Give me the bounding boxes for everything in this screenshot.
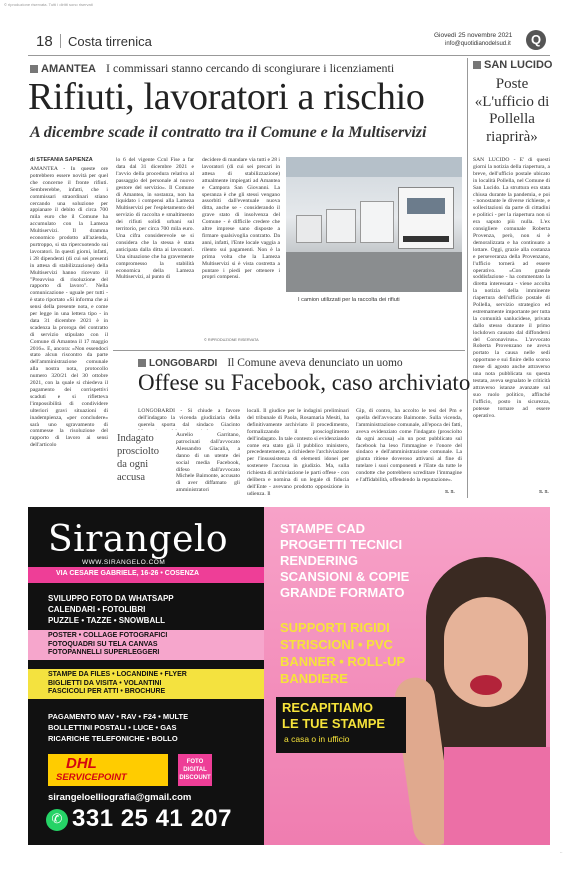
mouth: [470, 675, 502, 695]
header-divider: [60, 34, 61, 48]
ad-phone[interactable]: 331 25 41 207: [72, 805, 232, 832]
column-rule: [467, 58, 468, 498]
truck-2: [326, 209, 356, 243]
photo-credit: © RIPRODUZIONE RISERVATA: [204, 338, 259, 342]
kicker-square-icon: [30, 65, 38, 73]
page-corner-mark: ..: [560, 850, 563, 855]
main-col-3: decidere di mandare via tutti e 28 i lavoratori (di cui sei precari in attesa di stabilizzazione) attualmente impiegati ad Amantea e Campora San Giovanni. La speranza è che gli stessi vengano assorbiti dall'eventuale nuova ditta, anche se - considerando il grave stato di insolvenza del Comune - è difficile credere che altre imprese sano disposte a firmare qualsivoglia contratto. Da anni, infatti, l'Ente locale vaggia a rilento sui pagamenti. Non è la prima volta che la Lameza Multiservizi si è vista costretta a puntare i piedi per ottenere i propri compensi.: [202, 157, 280, 281]
photo-caption: I camion utilizzati per la raccolta dei rifiuti: [298, 297, 400, 303]
main-overline: I commissari stanno cercando di scongiurare i licenziamenti: [106, 61, 395, 75]
side-body: SAN LUCIDO - E' di questi giorni la notizia della riapertura, a breve, dell'ufficio postale ubicato in località Pollella, nel Comune di San Lucido. La struttura era stata chiusa durante la pandemia, e poi - nonostante le diverse richieste, e sollecitazioni da parte di cittadini e politici - per la riapertura non si era saputo più nulla. L'ex consigliere comunale Roberta Provenza, però, non si è demoralizzata e ha continuato a lottare. Oggi, grazie alla costanza e perseveranza della Provenzano, l'ufficio tornerà ad essere operativo. «Con grande soddisfazione - ha commentato la diretta interessata - viene accolta la notizia della imminente riapertura dell'ufficio postale di Pollella, servizio strategico ed estremamente importante per tutta la comunità sanlucidese, privata dallo stesso durante il primo lockdown causato dal diffondersi del Coronavirus». L'avvocato Roberta Provenzano ne aveva portato la causa nelle sedi opportune e sui finire dello scorso mese di agosto anche attraverso una nota pubblicata su questa testata, aveva segnalato le criticità attraverso istanze avanzate sul suo ruolo politico, affinché l'ufficio, posto in sicurezza, potesse tornare ad essere operativo.: [473, 157, 550, 419]
second-col-2: locali. Il giudice per le indagini preliminari del tribunale di Paola, Rosamaria Mesiti, ha definitivamente archiviato il procedimento, formalizzando il proscioglimento dell'indagato. In tale contesto si evidenziando come era stato già il pubblico ministero, precedentemente, a richiedere l'archiviazione per l'insussistenza di elementi idonei per sostenere l'accusa in giudizio. Ma, sulla richiesta di archiviazione le parti offese - con delibera e nomina di un legale di fiducia dell'Ente - avevano prodotto opposizione in udienza. Il: [247, 408, 349, 496]
ad-delivery-box: RECAPITIAMO LE TUE STAMPE a casa o in ufficio: [276, 697, 406, 753]
second-col-1-bottom: Aurelio Garritano, patrocinati dall'avvocato Alessandro Giacalia, a danno di un utente dei social media Facebook, difeso dall'avvocato Michele Baimonte, accusato di aver diffamato gli amministratori: [176, 432, 240, 494]
header-date: Giovedì 25 novembre 2021: [434, 32, 513, 39]
truck-windshield: [407, 198, 445, 214]
side-headline: Poste «L'ufficio di Pollella riaprirà»: [474, 76, 550, 145]
main-headline: Rifiuti, lavoratori a rischio: [28, 76, 425, 118]
newspaper-logo-icon: Q: [526, 30, 546, 50]
side-kicker: SAN LUCIDO: [484, 59, 553, 71]
sirangelo-advertisement[interactable]: [28, 507, 550, 845]
ad-right-panel: [264, 507, 550, 845]
ad-left-panel: [28, 507, 264, 845]
section-title: Costa tirrenica: [68, 34, 152, 49]
ad-address: VIA CESARE GABRIELE, 16-26 • COSENZA: [56, 570, 199, 577]
truck-bumper: [403, 236, 449, 242]
second-overline: Il Comune aveva denunciato un uomo: [227, 357, 403, 369]
main-subtitle: A dicembre scade il contratto tra il Comune e la Multiservizi: [30, 124, 427, 141]
header-email: info@quotidianodelsud.it: [445, 41, 511, 47]
side-signature: S. S.: [539, 489, 549, 494]
ad-brand: Sirangelo: [48, 519, 229, 560]
dhl-logo: DHL SERVICEPOINT: [48, 754, 168, 786]
second-signature: S. S.: [445, 489, 455, 494]
ad-right-supports: SUPPORTI RIGIDI STRISCIONI • PVC BANNER • ROLL-UP BANDIERE: [280, 620, 406, 686]
truck-4: [398, 187, 454, 249]
top-garment: [444, 747, 550, 845]
byline: di STEFANIA SAPIENZA: [30, 157, 93, 163]
whatsapp-icon: ✆: [46, 809, 68, 831]
foto-badge: FOTO DIGITAL DISCOUNT: [178, 754, 212, 786]
side-kicker-row: [473, 59, 552, 71]
sky: [286, 157, 462, 177]
second-kicker-row: [138, 353, 468, 367]
second-kicker: LONGOBARDI: [149, 358, 218, 369]
trucks-photo: [286, 157, 462, 292]
kicker-square-icon: [473, 61, 481, 69]
main-col-2: lo 6 del vigente Ccnl Fise a far data dal 31 dicembre 2021 e l'avvio della procedura relativa al passaggio del personale al nuovo gestore del servizio». Il Comune di Amantea, in sostanza, non ha liquidato i compensi alla Lameza Multiservizi per l'espletamento del servizio di raccolta e smaltimento dei rifiuti solidi urbani sul territorio, per circa 700 mila euro. Una cifra considerevole se si considera che la stessa è stata anticipata dalla ditta ai lavoratori. Una situazione che ha gravemente compromesso la stabilità economica della Lameza Multiservizi, al punto di: [116, 157, 194, 281]
asphalt: [286, 252, 462, 292]
ad-email[interactable]: sirangeloelliografia@gmail.com: [48, 792, 192, 803]
page-header: [28, 30, 550, 52]
pull-quote: Indagato prosciolto da ogni accusa: [117, 433, 159, 483]
ad-right-services: STAMPE CAD PROGETTI TECNICI RENDERING SCANSIONI & COPIE GRANDE FORMATO: [280, 521, 410, 600]
ad-services-c: STAMPE DA FILES • LOCANDINE • FLYER BIGLIETTI DA VISITA • VOLANTINI FASCICOLI PER ATTI • BROCHURE: [28, 669, 264, 699]
truck-3: [360, 201, 394, 243]
second-col-3: Gip, di contro, ha accolto le tesi del Pm e quella dell'avvocato Baimonte. Sulla vicenda, l'amministrazione comunale, all'epoca dei fatti, aveva evidenziato come l'indagato (prosciolto da ogni accusa) «in un post pubblicato sul facebook ha leso l'immagine e l'onore del sindaco e dell'amministrazione comunale. La giunta ritiene doveroso attivarsi al fine di tutelare i suoi componenti e l'Ente da tutte le condotte che potrebbero screditare l'immagine e l'affidabilità, offendendo la reputazione».: [356, 408, 462, 484]
main-col-1: AMANTEA - In queste ore potrebbero essere novità per quel che concerne il fronte rifiuti. Sembrerebbe, infatti, che i commissari straordinari stiano cercando una soluzione per appianare il debito di circa 700 mila euro che il Comune ha accumulato con la Lameza Multiservizi. Il dramma economico prodotto all'azienda, purtroppo, si sta ripercuotendo sui lavoratori. In questi giorni, infatti, i 28 dipendenti (di cui sei presenti in attesa di stabilizzazione) della Multiservizi hanno ricevuto il "Preavviso di risoluzione del rapporto di lavoro". Nella comunicazione - uguale per tutti - è stato riportato «Si informa che ai sensi della presente nota, e come per legge in una lettera tipo - in data 31 dicembre 2021 è in scadenza la proroga del contratto di servizio stipulato con il Comune di Amantea il 17 maggio 2016». E, ancora: «Non essendoci stato alcun riscontro da parte dell'amministrazione comunale alla nostra nota, protocollo numero 320/21 del 30 ottobre 2021, con la quale si chiedeva il pagamento dei corrispettivi scaduti e si rifletteva l'impossibilità di condividere ulteriori gravi situazioni di inadempienza, «per concludere» sarà uno sgravamento di commesse la risoluzione del rapporto di lavoro ai sensi dell'articolo: [30, 166, 108, 449]
ad-services-d: PAGAMENTO MAV • RAV • F24 • MULTE BOLLETTINI POSTALI • LUCE • GAS RICARICHE TELEFONICHE • BOLLO: [48, 712, 189, 743]
ad-services-b: POSTER • COLLAGE FOTOGRAFICI FOTOQUADRI SU TELA CANVAS FOTOPANNELLI SUPERLEGGERI: [28, 630, 264, 660]
page-number: 18: [36, 33, 53, 50]
second-headline: Offese su Facebook, caso archiviato: [138, 370, 471, 395]
main-kicker: AMANTEA: [41, 63, 96, 75]
copyright-note: © riproduzione riservata. Tutti i diritti sono riservati: [4, 2, 93, 7]
second-story-rule: [113, 350, 465, 351]
ad-services-a: SVILUPPO FOTO DA WHATSAPP CALENDARI • FOTOLIBRI PUZZLE • TAZZE • SNOWBALL: [48, 594, 174, 625]
header-rule: [28, 55, 550, 56]
ad-website: WWW.SIRANGELO.COM: [82, 559, 166, 566]
second-col-1-top: LONGOBARDI - Si chiude a favore dell'indagato la vicenda giudiziaria della querela sporta dal sindaco Giacinto: [138, 408, 240, 428]
kicker-square-icon: [138, 359, 146, 367]
main-kicker-row: [30, 59, 460, 75]
truck-1: [296, 215, 322, 243]
model-photo: [404, 527, 550, 845]
